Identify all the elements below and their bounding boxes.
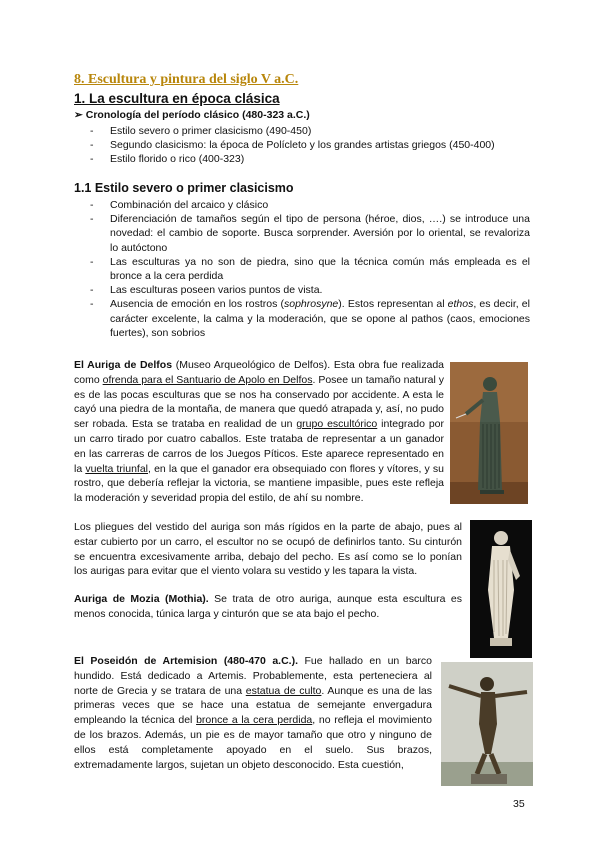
severe-style-list [90,198,530,340]
auriga-mozia-photo [470,520,532,658]
list-item: - Las esculturas ya no son de piedra, sino que la técnica común más empleada es el bronce a la cera perdida [90,255,530,283]
list-item: - Combinación del arcaico y clásico [90,199,269,211]
page-number: 35 [513,798,525,810]
list-item: - Las esculturas poseen varios puntos de vista. [90,284,323,297]
list-item: - Segundo clasicismo: la época de Polícleto y los grandes artistas griegos (450-400) [90,139,495,152]
chronology-heading [74,109,310,121]
poseidon-photo [441,662,533,786]
list-item: - Diferenciación de tamaños según el tipo de persona (héroe, dios, ….) se introduce una novedad: el cambio de soporte. Busca sorprender. Aversión por lo oriental, se revaloriza lo autóctono [90,213,530,254]
arrow-bullet-icon: ➢ [74,109,83,121]
auriga-delfos-paragraph-cont: Los pliegues del vestido del auriga son más rígidos en la parte de abajo, pues al estar cubierto por un carro, el escultor no se ocupó de definirlos tanto. Su cinturón se encuentra excesivamente arriba, debajo del pecho. Es así como se lo ponían los aurigas para evitar que el viento volara su vestido y les tapara la vista. [74,521,462,578]
list-item: - Ausencia de emoción en los rostros (sophrosyne). Estos representan al ethos, es decir, el carácter excelente, la calma y la moderación, que se opone al pathos (caos, emociones fuertes), son sobrios [90,298,530,339]
severe-style-heading: 1.1 Estilo severo o primer clasicismo [74,181,294,195]
list-item: - Estilo florido o rico (400-323) [90,153,245,166]
poseidon-paragraph: El Poseidón de Artemision (480-470 a.C.). Fue hallado en un barco hundido. Está dedicado a Artemis. Probablemente, esta perteneciera al norte de Grecia y se tratara de una estatua de culto. Aunque es una de las primeras veces que se hace una estatua de semejante envergadura empleando la técnica del bronce a la cera perdida, no refleja el movimiento de los brazos. Además, un pie es de mayor tamaño que otro y ninguno de ellos está completamente apoyado en el suelo. Sus brazos, extremadamente largos, sujetan un objeto desconocido. Esta cuestión, [74,655,432,771]
subsection-title: 1. La escultura en época clásica [74,91,280,106]
auriga-delfos-photo [450,362,528,504]
chronology-heading-text: Cronología del período clásico (480-323 a.C.) [85,109,310,121]
auriga-mozia-paragraph: Auriga de Mozia (Mothia). Se trata de otro auriga, aunque esta escultura es menos conocida, túnica larga y cinturón que se ata bajo el pecho. [74,593,462,620]
section-title: 8. Escultura y pintura del siglo V a.C. [74,72,299,87]
auriga-delfos-paragraph: El Auriga de Delfos (Museo Arqueológico de Delfos). Esta obra fue realizada como ofrenda para el Santuario de Apolo en Delfos. Posee un tamaño natural y es de las pocas esculturas que se nos ha conservado por accidente. A esta le cayó una piedra de la montaña, de manera que quedó atrapada y, así, no pudo ser robada. Esta se trataba en realidad de un grupo escultórico integrado por un carro tirado por cuatro caballos. Este trataba de representar a un ganador en las carreras de carros de los Juegos Píticos. Este aparece representado en la vuelta triunfal, en la que el ganador era obsequiado con flores y vítores, y su rostro, que debería reflejar la victoria, se mantiene impasible, pues este refleja la moderación y severidad propia del estilo, de ahí su nombre. [74,359,445,505]
chronology-list [90,124,520,167]
list-item: - Estilo severo o primer clasicismo (490-450) [90,125,312,137]
